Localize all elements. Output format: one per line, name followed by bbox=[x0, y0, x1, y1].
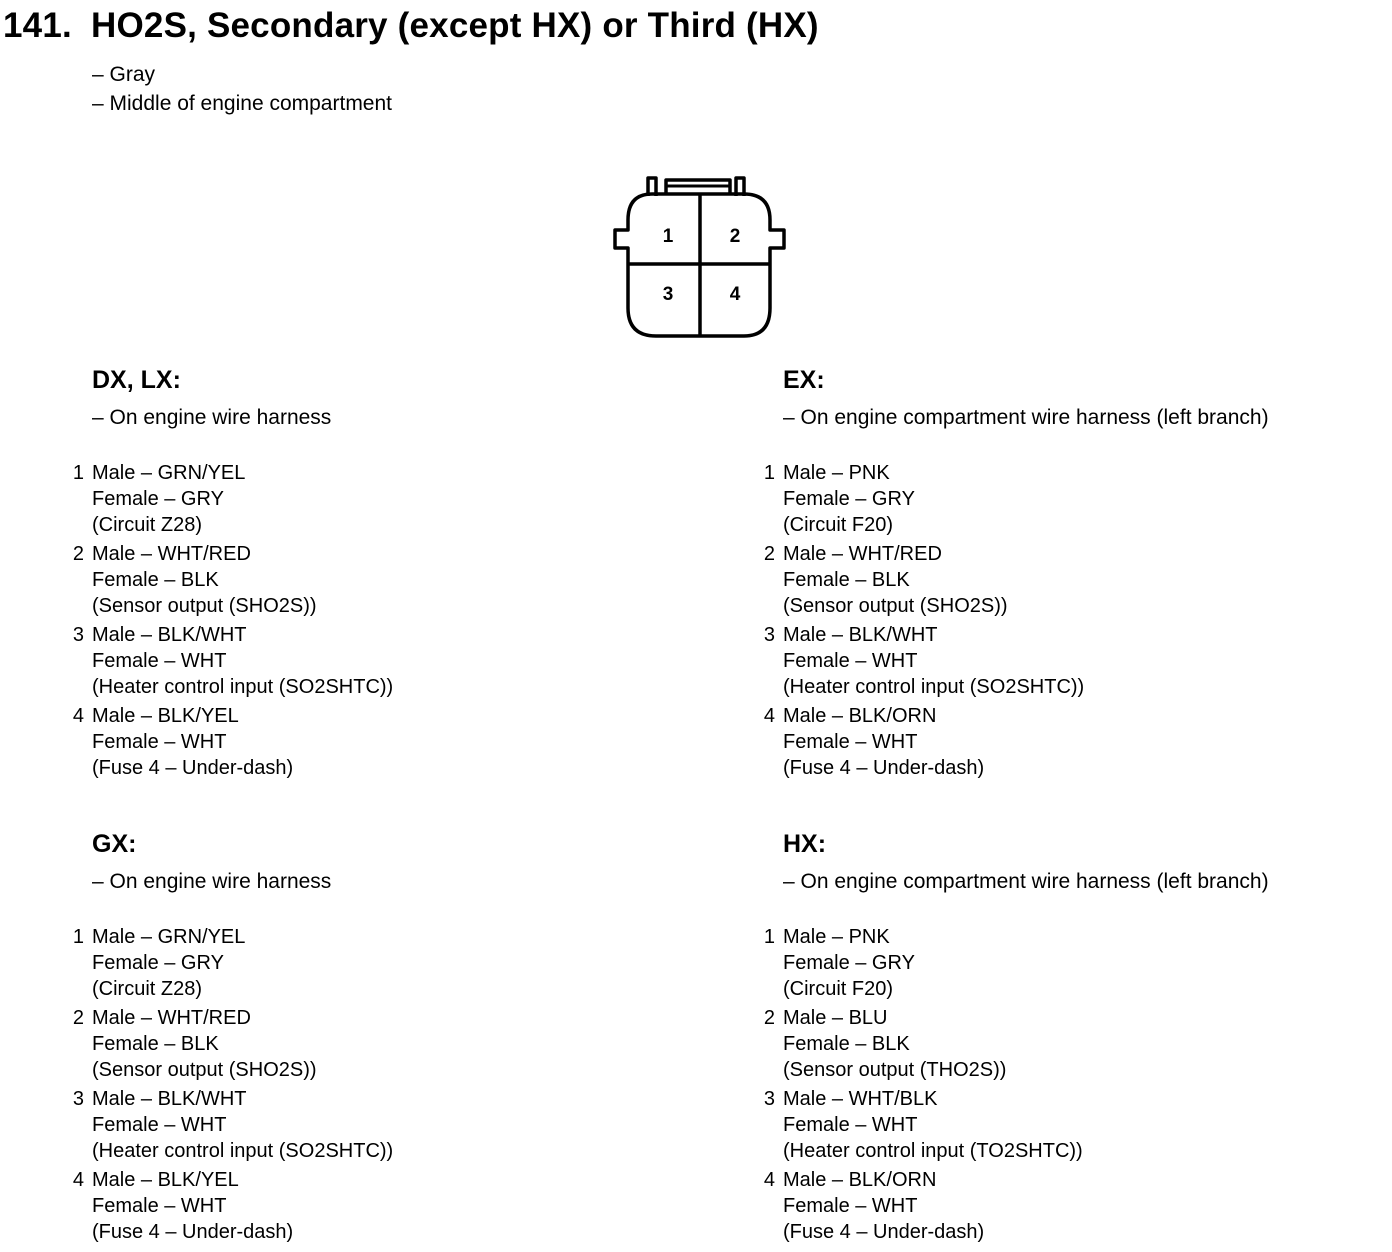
pin-number: 1 bbox=[72, 462, 84, 484]
pin-entry bbox=[763, 1167, 1392, 1245]
pin-entry bbox=[72, 924, 732, 1002]
female-wire-color: Female – BLK bbox=[92, 1033, 219, 1055]
section-ex bbox=[763, 366, 1392, 784]
male-wire-color: Male – GRN/YEL bbox=[92, 926, 246, 948]
male-wire-color: Male – BLU bbox=[783, 1007, 888, 1029]
pin-entry bbox=[72, 1167, 732, 1245]
pin-entry bbox=[763, 460, 1392, 538]
connector-location: – Middle of engine compartment bbox=[92, 92, 392, 115]
connector-color: – Gray bbox=[92, 63, 156, 86]
female-wire-color: Female – WHT bbox=[92, 731, 227, 753]
pin-number: 4 bbox=[763, 1169, 775, 1191]
circuit-note: (Fuse 4 – Under-dash) bbox=[783, 1221, 985, 1243]
pin-entry bbox=[72, 1005, 732, 1083]
male-wire-color: Male – WHT/RED bbox=[92, 1007, 251, 1029]
harness-location: – On engine compartment wire harness (left branch) bbox=[783, 406, 1269, 429]
connector-face-diagram bbox=[612, 172, 788, 342]
pin-entry bbox=[72, 460, 732, 538]
pin-number: 1 bbox=[72, 926, 84, 948]
female-wire-color: Female – WHT bbox=[92, 650, 227, 672]
connector-title: HO2S, Secondary (except HX) or Third (HX) bbox=[91, 6, 819, 45]
circuit-note: (Sensor output (SHO2S)) bbox=[92, 595, 317, 617]
pin-entry bbox=[72, 1086, 732, 1164]
circuit-note: (Heater control input (SO2SHTC)) bbox=[783, 676, 1085, 698]
male-wire-color: Male – BLK/YEL bbox=[92, 705, 239, 727]
pin-number: 3 bbox=[72, 624, 84, 646]
circuit-note: (Fuse 4 – Under-dash) bbox=[92, 1221, 294, 1243]
circuit-note: (Heater control input (TO2SHTC)) bbox=[783, 1140, 1083, 1162]
pin-list bbox=[763, 924, 1392, 1245]
pin-entry bbox=[763, 541, 1392, 619]
pin-number: 2 bbox=[72, 1007, 84, 1029]
pin-entry bbox=[72, 703, 732, 781]
male-wire-color: Male – PNK bbox=[783, 462, 890, 484]
pin-number: 4 bbox=[72, 1169, 84, 1191]
female-wire-color: Female – GRY bbox=[92, 488, 224, 510]
circuit-note: (Circuit Z28) bbox=[92, 514, 203, 536]
pin-2-label: 2 bbox=[729, 226, 741, 247]
female-wire-color: Female – BLK bbox=[783, 1033, 910, 1055]
harness-location: – On engine wire harness bbox=[92, 406, 332, 429]
pin-list bbox=[72, 460, 732, 781]
pin-list bbox=[72, 924, 732, 1245]
section-dx-lx bbox=[72, 366, 732, 784]
circuit-note: (Circuit F20) bbox=[783, 514, 894, 536]
female-wire-color: Female – WHT bbox=[783, 650, 918, 672]
connector-info bbox=[92, 60, 392, 118]
female-wire-color: Female – GRY bbox=[92, 952, 224, 974]
male-wire-color: Male – GRN/YEL bbox=[92, 462, 246, 484]
circuit-note: (Circuit Z28) bbox=[92, 978, 203, 1000]
female-wire-color: Female – WHT bbox=[783, 731, 918, 753]
circuit-note: (Heater control input (SO2SHTC)) bbox=[92, 1140, 394, 1162]
section-heading: GX: bbox=[92, 830, 137, 858]
pin-entry bbox=[763, 1005, 1392, 1083]
section-heading: EX: bbox=[783, 366, 825, 394]
pin-entry bbox=[763, 1086, 1392, 1164]
male-wire-color: Male – WHT/BLK bbox=[783, 1088, 938, 1110]
circuit-note: (Sensor output (SHO2S)) bbox=[783, 595, 1008, 617]
pin-4-label: 4 bbox=[729, 284, 741, 305]
female-wire-color: Female – WHT bbox=[783, 1195, 918, 1217]
circuit-note: (Sensor output (SHO2S)) bbox=[92, 1059, 317, 1081]
pin-number: 3 bbox=[72, 1088, 84, 1110]
section-gx bbox=[72, 830, 732, 1248]
pin-number: 3 bbox=[763, 1088, 775, 1110]
section-hx bbox=[763, 830, 1392, 1248]
female-wire-color: Female – WHT bbox=[783, 1114, 918, 1136]
pin-number: 1 bbox=[763, 462, 775, 484]
male-wire-color: Male – BLK/ORN bbox=[783, 705, 937, 727]
pin-number: 2 bbox=[763, 543, 775, 565]
circuit-note: (Circuit F20) bbox=[783, 978, 894, 1000]
harness-location: – On engine wire harness bbox=[92, 870, 332, 893]
circuit-note: (Sensor output (THO2S)) bbox=[783, 1059, 1007, 1081]
male-wire-color: Male – BLK/ORN bbox=[783, 1169, 937, 1191]
female-wire-color: Female – WHT bbox=[92, 1195, 227, 1217]
pin-number: 2 bbox=[72, 543, 84, 565]
female-wire-color: Female – GRY bbox=[783, 952, 915, 974]
pin-number: 4 bbox=[763, 705, 775, 727]
male-wire-color: Male – PNK bbox=[783, 926, 890, 948]
female-wire-color: Female – GRY bbox=[783, 488, 915, 510]
section-heading: DX, LX: bbox=[92, 366, 181, 394]
male-wire-color: Male – BLK/YEL bbox=[92, 1169, 239, 1191]
circuit-note: (Fuse 4 – Under-dash) bbox=[783, 757, 985, 779]
connector-number: 141. bbox=[3, 6, 72, 45]
male-wire-color: Male – BLK/WHT bbox=[783, 624, 938, 646]
pin-3-label: 3 bbox=[662, 284, 674, 305]
pin-entry bbox=[763, 703, 1392, 781]
pin-number: 3 bbox=[763, 624, 775, 646]
page-title bbox=[3, 6, 819, 46]
pin-list bbox=[763, 460, 1392, 781]
harness-location: – On engine compartment wire harness (left branch) bbox=[783, 870, 1269, 893]
circuit-note: (Fuse 4 – Under-dash) bbox=[92, 757, 294, 779]
female-wire-color: Female – BLK bbox=[92, 569, 219, 591]
pin-entry bbox=[72, 622, 732, 700]
pin-entry bbox=[763, 924, 1392, 1002]
pin-number: 4 bbox=[72, 705, 84, 727]
pin-entry bbox=[763, 622, 1392, 700]
pin-1-label: 1 bbox=[662, 226, 674, 247]
male-wire-color: Male – WHT/RED bbox=[92, 543, 251, 565]
female-wire-color: Female – BLK bbox=[783, 569, 910, 591]
circuit-note: (Heater control input (SO2SHTC)) bbox=[92, 676, 394, 698]
pin-number: 1 bbox=[763, 926, 775, 948]
pin-entry bbox=[72, 541, 732, 619]
pin-number: 2 bbox=[763, 1007, 775, 1029]
female-wire-color: Female – WHT bbox=[92, 1114, 227, 1136]
male-wire-color: Male – BLK/WHT bbox=[92, 624, 247, 646]
section-heading: HX: bbox=[783, 830, 827, 858]
male-wire-color: Male – WHT/RED bbox=[783, 543, 942, 565]
male-wire-color: Male – BLK/WHT bbox=[92, 1088, 247, 1110]
